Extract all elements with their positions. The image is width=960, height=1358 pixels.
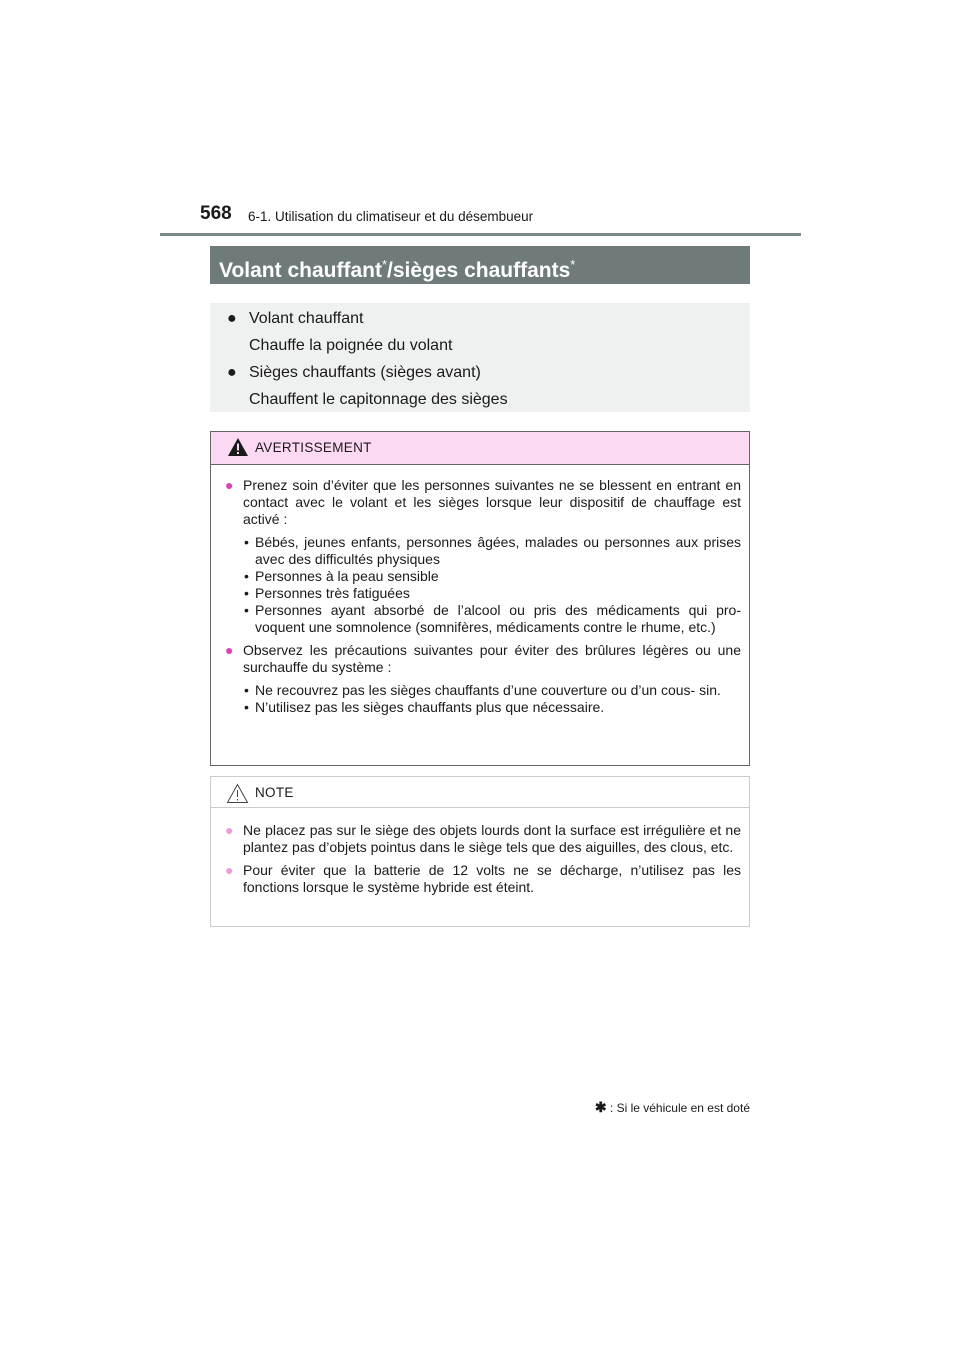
- dot-bullet-icon: •: [244, 534, 249, 550]
- feature-box: [210, 303, 750, 412]
- note-box: [210, 776, 750, 927]
- header-rule: [160, 233, 801, 236]
- warning-box: [210, 431, 750, 766]
- list-item: [225, 585, 741, 602]
- list-item: [225, 699, 741, 716]
- caution-triangle-outline-icon: [226, 783, 249, 809]
- list-item-text: Personnes ayant absorbé de l’alcool ou pris des médicaments qui pro- voquent une somnolence (somnifères, médicaments contre le rhume, etc.): [255, 602, 741, 635]
- pink-bullet-icon: ●: [225, 822, 234, 838]
- feature-item: [210, 360, 750, 385]
- feature-item: [210, 306, 750, 331]
- list-item-text: N’utilisez pas les sièges chauffants plus que nécessaire.: [255, 699, 605, 715]
- warning-title: AVERTISSEMENT: [255, 440, 372, 455]
- list-item-text: Bébés, jeunes enfants, personnes âgées, malades ou personnes aux prises avec des difficultés physiques: [255, 534, 741, 567]
- title-star-1: *: [381, 257, 388, 272]
- note-header: [211, 777, 749, 808]
- list-item: [225, 682, 741, 699]
- list-item: [225, 602, 741, 636]
- note-paragraph: [225, 822, 741, 856]
- dot-bullet-icon: •: [244, 602, 249, 618]
- list-item: [225, 534, 741, 568]
- feature-desc: Chauffe la poignée du volant: [249, 337, 453, 354]
- note-text: Ne placez pas sur le siège des objets lourds dont la surface est irrégulière et ne plantez pas d’objets pointus dans le siège tels que des aiguilles, des clous, etc.: [243, 822, 741, 855]
- bullet-icon: ●: [227, 310, 237, 327]
- note-paragraph: [225, 862, 741, 896]
- footnote-text: : Si le véhicule en est doté: [609, 1101, 750, 1115]
- warning-body: [211, 465, 749, 716]
- feature-label: Volant chauffant: [249, 310, 364, 327]
- warning-sublist: [225, 682, 741, 716]
- warning-text: Prenez soin d’éviter que les personnes suivantes ne se blessent en entrant en contact avec le volant et les sièges lorsque leur dispositif de chauffage est activé :: [243, 477, 741, 527]
- dot-bullet-icon: •: [244, 682, 249, 698]
- footnote: [595, 1099, 750, 1116]
- list-item-text: Personnes à la peau sensible: [255, 568, 439, 584]
- note-title: NOTE: [255, 785, 294, 800]
- warning-paragraph: [225, 477, 741, 528]
- list-item-text: Personnes très fatiguées: [255, 585, 410, 601]
- note-text: Pour éviter que la batterie de 12 volts ne se décharge, n’utilisez pas les fonctions lorsque le système hybride est éteint.: [243, 862, 741, 895]
- pink-bullet-icon: ●: [225, 862, 234, 878]
- warning-triangle-icon: [227, 437, 249, 462]
- feature-label: Sièges chauffants (sièges avant): [249, 364, 481, 381]
- warning-text: Observez les précautions suivantes pour éviter des brûlures légères ou une surchauffe du système :: [243, 642, 741, 675]
- pink-bullet-icon: ●: [225, 642, 234, 658]
- title-part-1: Volant chauffant: [219, 259, 382, 282]
- list-item-text: Ne recouvrez pas les sièges chauffants d’une couverture ou d’un cous- sin.: [255, 682, 721, 698]
- feature-desc: Chauffent le capitonnage des sièges: [249, 391, 508, 408]
- list-item: [225, 568, 741, 585]
- warning-header: [211, 432, 749, 465]
- asterisk-icon: ✱: [594, 1099, 607, 1115]
- dot-bullet-icon: •: [244, 699, 249, 715]
- dot-bullet-icon: •: [244, 585, 249, 601]
- bullet-icon: ●: [227, 364, 237, 381]
- title-part-2: /sièges chauffants: [387, 259, 571, 282]
- warning-sublist: [225, 534, 741, 636]
- title-star-2: *: [570, 257, 576, 272]
- dot-bullet-icon: •: [244, 568, 249, 584]
- section-title: 6-1. Utilisation du climatiseur et du désembueur: [248, 209, 534, 224]
- pink-bullet-icon: ●: [225, 477, 234, 493]
- note-body: [211, 808, 749, 896]
- page-title-bar: [210, 246, 750, 284]
- warning-paragraph: [225, 642, 741, 676]
- page-number: 568: [200, 203, 232, 224]
